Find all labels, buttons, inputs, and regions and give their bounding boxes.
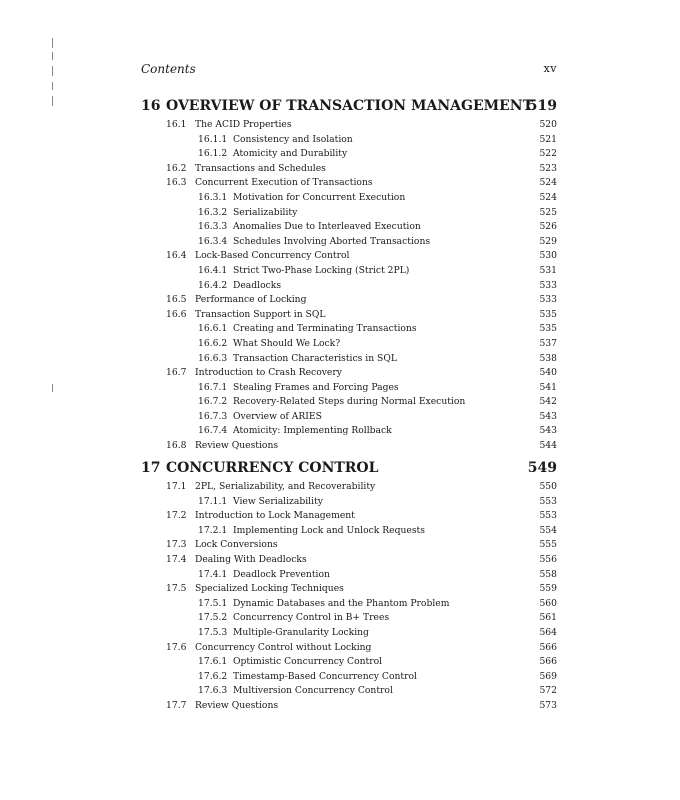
margin-mark <box>52 384 53 392</box>
toc-subsection-entry <box>141 424 557 439</box>
entry-number: 16.7.4 <box>198 425 228 437</box>
toc-subsection-entry <box>141 524 557 539</box>
entry-number: 17.2.1 <box>198 524 228 536</box>
entry-title: Overview of ARIES <box>233 410 322 422</box>
running-head-title: Contents <box>141 62 196 76</box>
chapter-number: 17 <box>141 460 161 476</box>
entry-page-number: 538 <box>539 352 557 364</box>
toc-section-entry <box>141 176 557 191</box>
entry-number: 17.7 <box>166 699 187 711</box>
entry-page-number: 520 <box>539 119 557 130</box>
entry-title: Concurrency Control in B+ Trees <box>233 612 390 624</box>
entry-title: Implementing Lock and Unlock Requests <box>233 524 425 536</box>
entry-page-number: 541 <box>539 381 557 393</box>
entry-title: Introduction to Crash Recovery <box>195 367 342 379</box>
toc-subsection-entry <box>141 395 557 410</box>
entry-number: 17.6.3 <box>198 685 228 697</box>
margin-mark <box>52 38 53 48</box>
entry-number: 17.5 <box>166 583 187 595</box>
chapter-title: CONCURRENCY CONTROL <box>166 460 379 476</box>
entry-page-number: 566 <box>539 656 557 668</box>
entry-number: 16.6.1 <box>198 323 228 335</box>
entry-title: Review Questions <box>195 699 279 711</box>
entry-title: Performance of Locking <box>195 294 307 306</box>
chapter-number: 16 <box>141 98 161 114</box>
entry-title: Timestamp-Based Concurrency Control <box>233 670 417 682</box>
entry-page-number: 526 <box>539 221 557 233</box>
entry-title: Strict Two-Phase Locking (Strict 2PL) <box>233 264 410 276</box>
toc-subsection-entry <box>141 206 557 221</box>
entry-number: 17.1.1 <box>198 495 228 507</box>
entry-title: Atomicity and Durability <box>233 148 348 160</box>
entry-page-number: 544 <box>539 440 557 452</box>
entry-page-number: 556 <box>539 553 557 565</box>
toc-section-entry <box>141 582 557 597</box>
entry-page-number: 555 <box>539 539 557 551</box>
entry-title: Dynamic Databases and the Phantom Problem <box>233 597 450 609</box>
entry-page-number: 543 <box>539 410 557 422</box>
toc-section-entry <box>141 509 557 524</box>
entry-title: 2PL, Serializability, and Recoverability <box>195 481 376 492</box>
entry-title: Deadlock Prevention <box>233 568 330 580</box>
toc-subsection-entry <box>141 322 557 337</box>
toc-subsection-entry <box>141 626 557 641</box>
entry-title: Multiversion Concurrency Control <box>233 685 393 697</box>
toc-subsection-entry <box>141 495 557 510</box>
entry-title: Optimistic Concurrency Control <box>233 656 383 668</box>
entry-page-number: 573 <box>539 699 557 711</box>
running-head-page-number: xv <box>543 62 557 75</box>
toc-subsection-entry <box>141 684 557 699</box>
toc-section-entry <box>141 439 557 454</box>
running-head <box>141 62 557 80</box>
entry-number: 17.1 <box>166 481 187 492</box>
entry-number: 16.7.2 <box>198 396 228 408</box>
chapter-heading <box>141 460 557 480</box>
entry-title: What Should We Lock? <box>233 337 341 349</box>
entry-page-number: 537 <box>539 337 557 349</box>
entry-page-number: 522 <box>539 148 557 160</box>
toc-section-entry <box>141 118 557 133</box>
toc-section-entry <box>141 553 557 568</box>
entry-number: 16.7 <box>166 367 187 379</box>
toc-subsection-entry <box>141 264 557 279</box>
entry-title: Anomalies Due to Interleaved Execution <box>233 221 421 233</box>
toc-section-entry <box>141 293 557 308</box>
entry-page-number: 558 <box>539 568 557 580</box>
margin-mark <box>52 52 53 60</box>
entry-title: Concurrency Control without Locking <box>195 641 372 653</box>
entry-number: 16.1 <box>166 119 187 130</box>
chapter-heading <box>141 98 557 118</box>
entry-number: 16.1.2 <box>198 148 228 160</box>
entry-page-number: 554 <box>539 524 557 536</box>
entry-number: 17.6.1 <box>198 656 228 668</box>
entry-number: 16.6 <box>166 308 187 320</box>
entry-page-number: 535 <box>539 308 557 320</box>
toc-subsection-entry <box>141 352 557 367</box>
chapter-page-number: 519 <box>527 98 557 114</box>
entry-number: 16.3.2 <box>198 206 228 218</box>
toc-subsection-entry <box>141 147 557 162</box>
entry-number: 17.6 <box>166 641 187 653</box>
chapter-16 <box>141 98 557 454</box>
entry-title: The ACID Properties <box>195 119 292 130</box>
entry-title: Schedules Involving Aborted Transactions <box>233 235 431 247</box>
entry-page-number: 533 <box>539 279 557 291</box>
entry-page-number: 540 <box>539 367 557 379</box>
entry-number: 17.5.1 <box>198 597 228 609</box>
entry-page-number: 523 <box>539 162 557 174</box>
entry-title: Deadlocks <box>233 279 282 291</box>
entry-page-number: 524 <box>539 177 557 189</box>
entry-number: 16.6.2 <box>198 337 228 349</box>
entry-number: 17.3 <box>166 539 187 551</box>
toc-section-entry <box>141 249 557 264</box>
entry-number: 17.5.3 <box>198 626 228 638</box>
entry-page-number: 553 <box>539 495 557 507</box>
toc-subsection-entry <box>141 611 557 626</box>
entry-number: 16.1.1 <box>198 133 228 145</box>
entry-page-number: 550 <box>539 481 557 492</box>
toc-subsection-entry <box>141 220 557 235</box>
toc-subsection-entry <box>141 568 557 583</box>
entry-page-number: 559 <box>539 583 557 595</box>
toc-subsection-entry <box>141 133 557 148</box>
entry-page-number: 564 <box>539 626 557 638</box>
entry-title: Transactions and Schedules <box>195 162 326 174</box>
margin-mark <box>52 96 53 106</box>
entry-number: 17.6.2 <box>198 670 228 682</box>
entry-number: 16.3.4 <box>198 235 228 247</box>
toc-section-entry <box>141 308 557 323</box>
entry-page-number: 560 <box>539 597 557 609</box>
entry-page-number: 553 <box>539 510 557 522</box>
toc-subsection-entry <box>141 655 557 670</box>
entry-number: 16.2 <box>166 162 187 174</box>
entry-title: Serializability <box>233 206 298 218</box>
entry-page-number: 525 <box>539 206 557 218</box>
chapter-17 <box>141 460 557 714</box>
entry-title: Stealing Frames and Forcing Pages <box>233 381 399 393</box>
toc-subsection-entry <box>141 597 557 612</box>
entry-number: 16.3.3 <box>198 221 228 233</box>
entry-title: Multiple-Granularity Locking <box>233 626 369 638</box>
entry-title: Lock-Based Concurrency Control <box>195 250 350 262</box>
toc-section-entry <box>141 480 557 495</box>
entry-page-number: 533 <box>539 294 557 306</box>
entry-title: Consistency and Isolation <box>233 133 353 145</box>
entry-title: Review Questions <box>195 440 279 452</box>
entry-title: Creating and Terminating Transactions <box>233 323 417 335</box>
entry-page-number: 569 <box>539 670 557 682</box>
entry-title: Introduction to Lock Management <box>195 510 355 522</box>
entry-title: Specialized Locking Techniques <box>195 583 344 595</box>
toc-section-entry <box>141 699 557 714</box>
entry-number: 16.7.3 <box>198 410 228 422</box>
toc-section-entry <box>141 366 557 381</box>
toc-section-entry <box>141 538 557 553</box>
entry-title: Lock Conversions <box>195 539 278 551</box>
chapter-page-number: 549 <box>527 460 557 476</box>
entry-number: 17.4.1 <box>198 568 228 580</box>
entry-number: 17.2 <box>166 510 187 522</box>
entry-number: 16.3 <box>166 177 187 189</box>
toc-subsection-entry <box>141 235 557 250</box>
entry-page-number: 521 <box>539 133 557 145</box>
entry-page-number: 542 <box>539 396 557 408</box>
chapter-entries <box>141 118 557 454</box>
entry-title: Concurrent Execution of Transactions <box>195 177 373 189</box>
entry-page-number: 572 <box>539 685 557 697</box>
entry-page-number: 531 <box>539 264 557 276</box>
chapter-title: OVERVIEW OF TRANSACTION MANAGEMENT <box>166 98 533 114</box>
toc-section-entry <box>141 162 557 177</box>
entry-number: 16.5 <box>166 294 187 306</box>
entry-page-number: 535 <box>539 323 557 335</box>
margin-mark <box>52 82 53 90</box>
entry-number: 16.4.2 <box>198 279 228 291</box>
chapter-entries <box>141 480 557 714</box>
toc-subsection-entry <box>141 410 557 425</box>
entry-title: View Serializability <box>233 495 323 507</box>
entry-title: Motivation for Concurrent Execution <box>233 191 406 203</box>
entry-number: 16.3.1 <box>198 191 228 203</box>
entry-number: 16.6.3 <box>198 352 228 364</box>
toc-section-entry <box>141 641 557 656</box>
toc-subsection-entry <box>141 337 557 352</box>
entry-page-number: 530 <box>539 250 557 262</box>
entry-page-number: 529 <box>539 235 557 247</box>
entry-number: 16.4 <box>166 250 187 262</box>
entry-page-number: 566 <box>539 641 557 653</box>
entry-page-number: 524 <box>539 191 557 203</box>
toc-subsection-entry <box>141 381 557 396</box>
toc-subsection-entry <box>141 191 557 206</box>
toc-subsection-entry <box>141 670 557 685</box>
entry-number: 17.4 <box>166 553 187 565</box>
entry-number: 17.5.2 <box>198 612 228 624</box>
entry-page-number: 543 <box>539 425 557 437</box>
entry-number: 16.8 <box>166 440 187 452</box>
margin-mark <box>52 66 53 76</box>
toc-subsection-entry <box>141 279 557 294</box>
entry-title: Dealing With Deadlocks <box>195 553 307 565</box>
entry-number: 16.4.1 <box>198 264 228 276</box>
entry-title: Transaction Characteristics in SQL <box>233 352 397 364</box>
entry-page-number: 561 <box>539 612 557 624</box>
entry-title: Transaction Support in SQL <box>195 308 326 320</box>
entry-title: Recovery-Related Steps during Normal Execution <box>233 396 466 408</box>
entry-number: 16.7.1 <box>198 381 228 393</box>
entry-title: Atomicity: Implementing Rollback <box>233 425 392 437</box>
